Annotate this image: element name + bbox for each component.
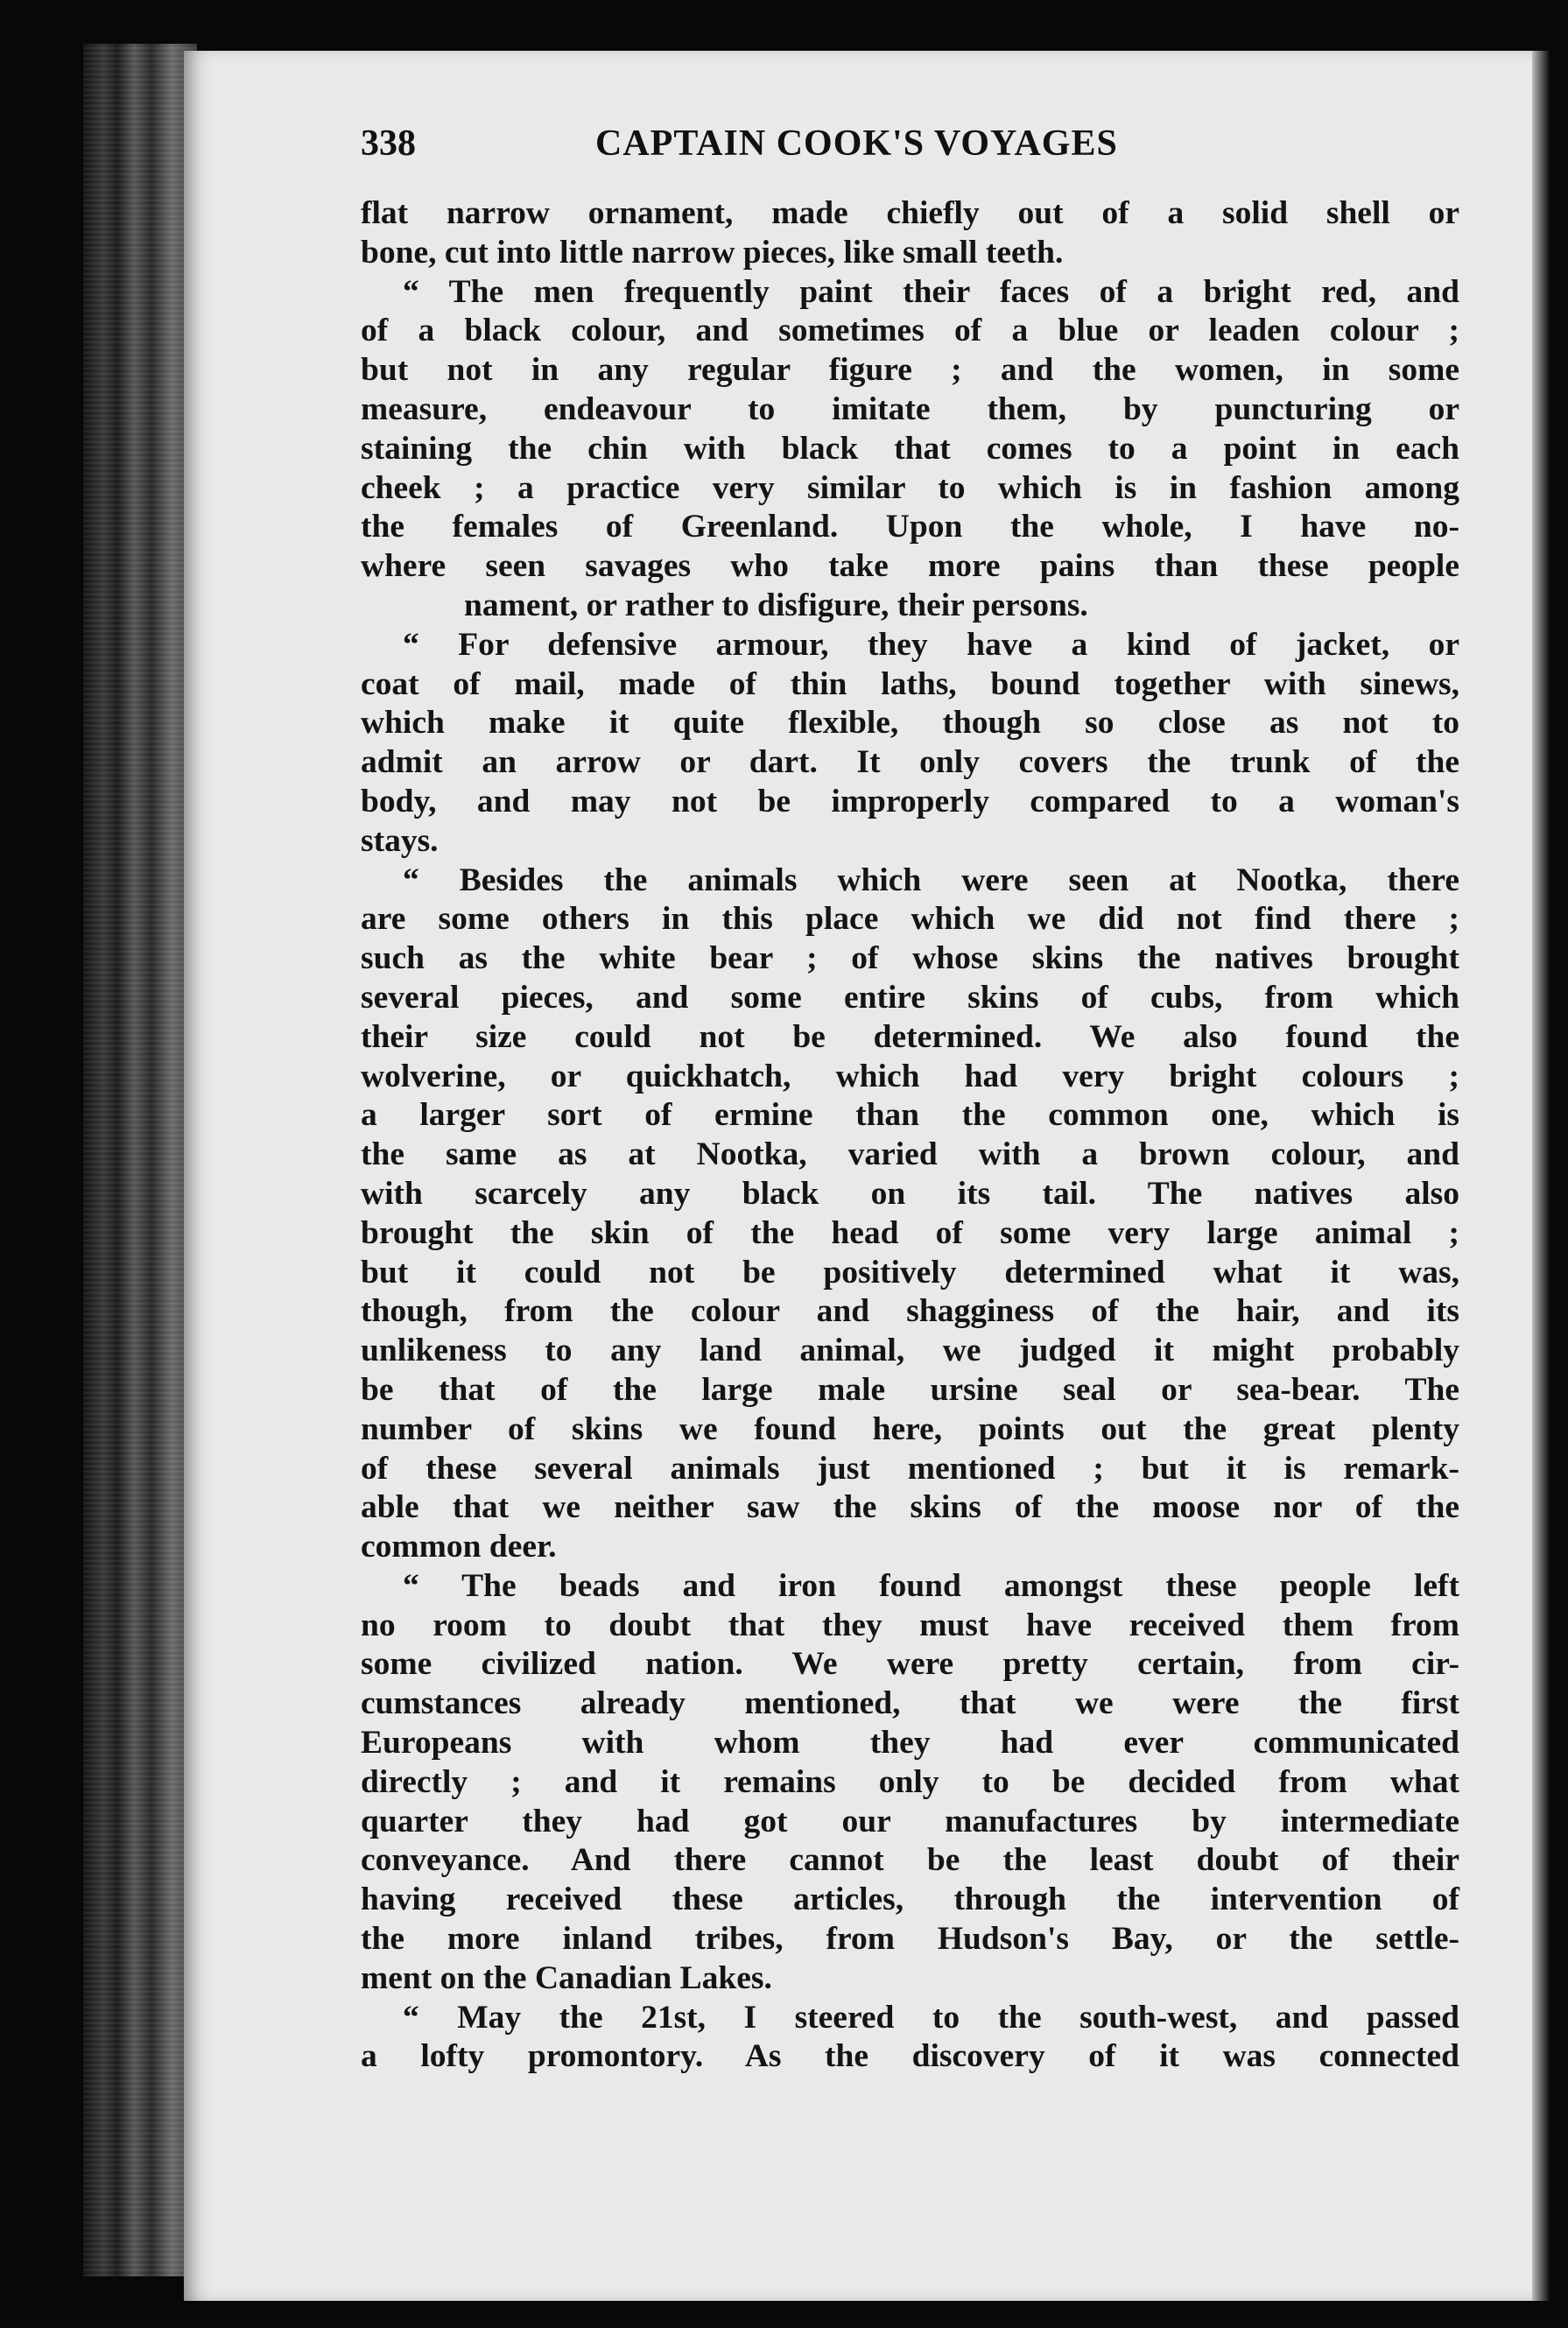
text-line: quarter they had got our manufactures by intermediate [361,1803,1459,1839]
text-line: conveyance. And there cannot be the least doubt of their [361,1842,1459,1879]
text-line: with scarcely any black on its tail. The natives also [361,1175,1459,1212]
book-spine [83,44,197,2276]
text-line: measure, endeavour to imitate them, by puncturing or [361,390,1459,427]
text-line: common deer. [361,1529,557,1565]
text-line: “ The men frequently paint their faces of a bright red, and [403,273,1459,310]
text-line: Europeans with whom they had ever communicated [361,1725,1459,1762]
text-line: able that we neither saw the skins of the moose nor of the [361,1489,1459,1526]
text-line: “ The beads and iron found amongst these people left [403,1567,1459,1604]
text-line: a larger sort of ermine than the common one, which is [361,1097,1459,1134]
text-line: cumstances already mentioned, that we were the first [361,1685,1459,1722]
text-line: cheek ; a practice very similar to which is in fashion among [361,469,1459,506]
text-line: nament, or rather to disfigure, their persons. [464,587,1088,623]
text-line: “ For defensive armour, they have a kind of jacket, or [403,626,1459,663]
text-line: wolverine, or quickhatch, which had very bright colours ; [361,1058,1459,1094]
text-line: no room to doubt that they must have received them from [361,1607,1459,1643]
body-text [361,194,1459,2077]
text-line: having received these articles, through the intervention of [361,1881,1459,1918]
page-edge [1532,51,1550,2301]
text-line: staining the chin with black that comes to a point in each [361,430,1459,467]
text-line: brought the skin of the head of some very large animal ; [361,1214,1459,1251]
text-line: which make it quite flexible, though so close as not to [361,705,1459,742]
text-line: of these several animals just mentioned ; but it is remark- [361,1450,1459,1487]
text-line: the more inland tribes, from Hudson's Bay, or the settle- [361,1921,1459,1958]
text-line: such as the white bear ; of whose skins the natives brought [361,940,1459,977]
text-line: directly ; and it remains only to be decided from what [361,1763,1459,1800]
text-line: flat narrow ornament, made chiefly out of a solid shell or [361,195,1459,231]
page-number: 338 [361,123,416,164]
text-line: a lofty promontory. As the discovery of it was connected [361,2038,1459,2075]
running-title: CAPTAIN COOK'S VOYAGES [595,123,1118,164]
text-line: “ Besides the animals which were seen at Nootka, there [403,862,1459,898]
text-line: coat of mail, made of thin laths, bound together with sinews, [361,665,1459,702]
text-line: the same as at Nootka, varied with a brown colour, and [361,1136,1459,1173]
text-line: several pieces, and some entire skins of cubs, from which [361,979,1459,1016]
text-line: body, and may not be improperly compared to a woman's [361,783,1459,819]
text-line: where seen savages who take more pains than these people [361,548,1459,585]
text-line: “ May the 21st, I steered to the south-west, and passed [403,1999,1459,2036]
text-line: bone, cut into little narrow pieces, like small teeth. [361,234,1064,271]
text-line: are some others in this place which we did not find there ; [361,901,1459,938]
text-line: number of skins we found here, points out the great plenty [361,1410,1459,1447]
text-line: of a black colour, and sometimes of a blue or leaden colour ; [361,313,1459,349]
text-line: stays. [361,822,439,859]
text-line: their size could not be determined. We also found the [361,1018,1459,1055]
text-line: the females of Greenland. Upon the whole, I have no- [361,509,1459,545]
text-line: but it could not be positively determined what it was, [361,1254,1459,1291]
text-line: some civilized nation. We were pretty certain, from cir- [361,1646,1459,1683]
text-line: unlikeness to any land animal, we judged it might probably [361,1333,1459,1369]
text-line: ment on the Canadian Lakes. [361,1959,772,1996]
page-header [361,123,1473,175]
text-line: admit an arrow or dart. It only covers the trunk of the [361,744,1459,781]
text-line: be that of the large male ursine seal or sea-bear. The [361,1371,1459,1408]
text-line: though, from the colour and shagginess of the hair, and its [361,1293,1459,1330]
text-line: but not in any regular figure ; and the women, in some [361,352,1459,389]
